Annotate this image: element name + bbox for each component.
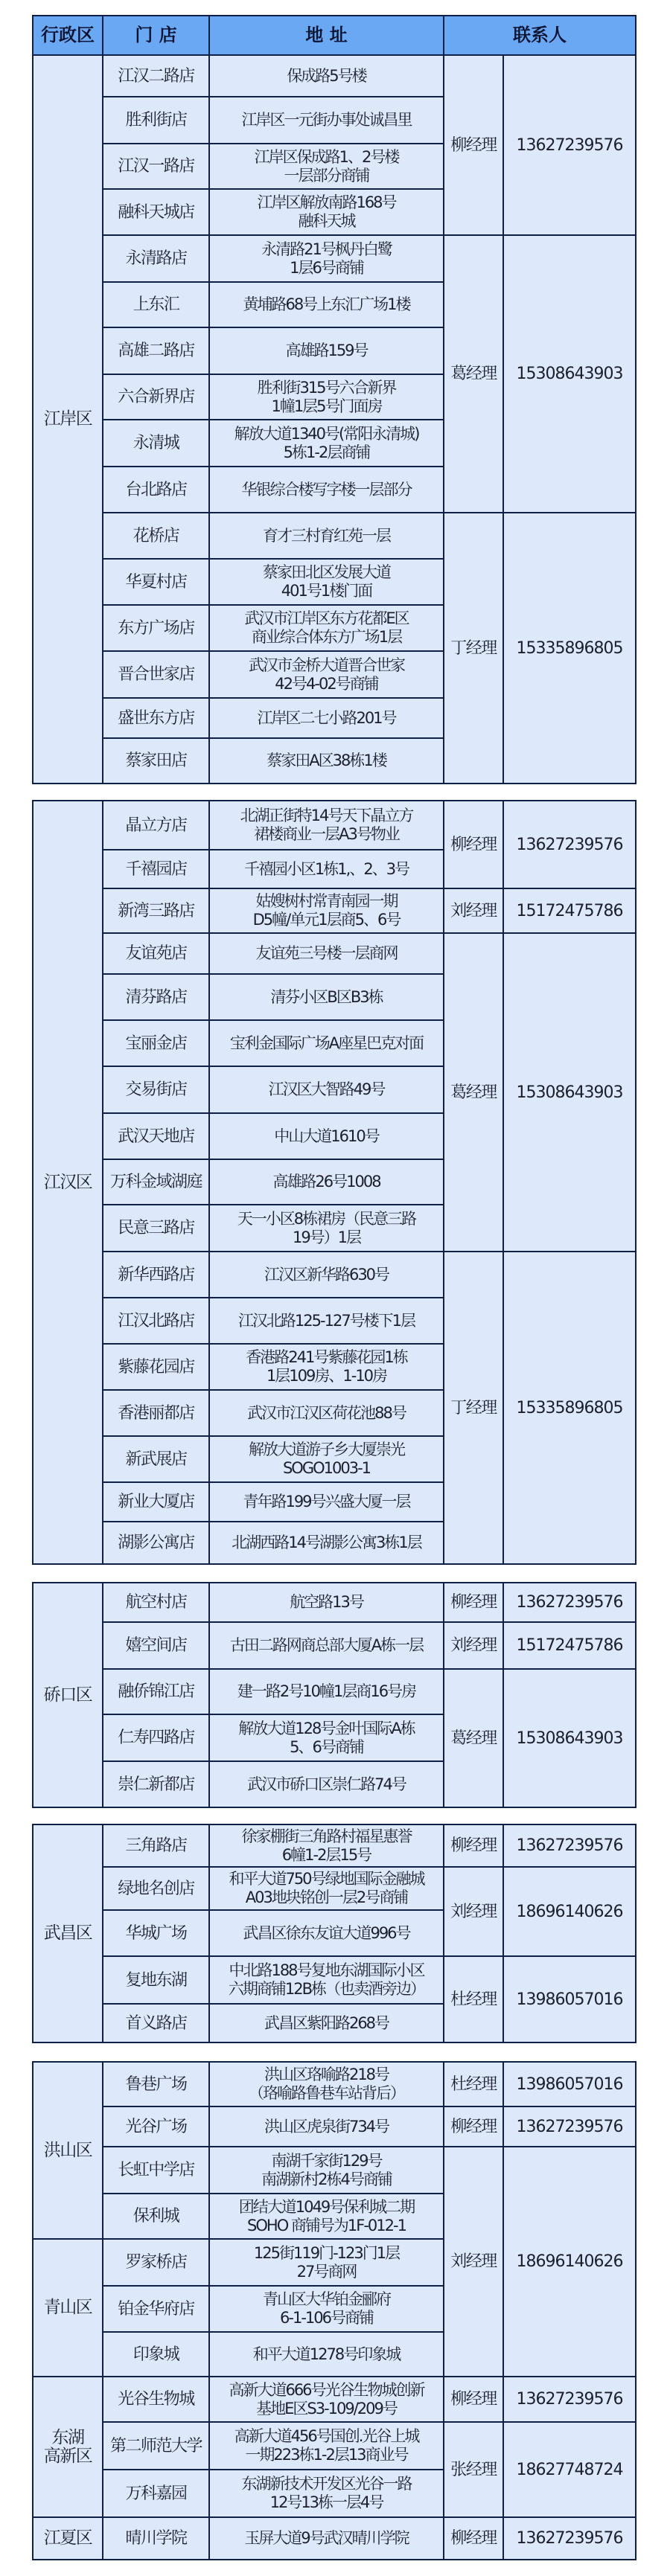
table-row — [33, 2422, 636, 2470]
contact-manager: 丁经理 — [444, 1252, 503, 1564]
address-line: 高新大道456号国创.光谷上城 — [234, 2427, 419, 2445]
address-line: 北湖西路14号湖影公寓3栋1层 — [232, 1534, 421, 1551]
address-line: 高新大道666号光谷生物城创新 — [229, 2380, 424, 2399]
store-address — [209, 189, 444, 235]
store-table — [32, 2061, 636, 2560]
contact-manager: 张经理 — [444, 2422, 503, 2517]
table-row — [33, 2062, 636, 2106]
store-name: 紫藤花园店 — [103, 1344, 209, 1390]
table-row — [33, 235, 636, 282]
contact-manager: 杜经理 — [444, 2062, 503, 2106]
store-name: 万科嘉园 — [103, 2470, 209, 2517]
address-line: 一期223栋1-2层13商业号 — [245, 2446, 408, 2464]
address-line: 六期商铺12B栋（也卖酒旁边） — [228, 1980, 425, 1998]
store-address — [209, 1522, 444, 1564]
address-line: 一层部分商铺 — [284, 166, 369, 185]
district-cell: 江汉区 — [33, 801, 103, 1564]
address-line: 江岸区解放南路168号 — [257, 193, 396, 211]
address-line: 基地E区S3-109/209号 — [256, 2399, 397, 2418]
header-store: 门 店 — [103, 16, 209, 55]
store-name: 融侨锦江店 — [103, 1669, 209, 1714]
store-address — [209, 1020, 444, 1066]
address-line: 江岸区保成路1、2号楼 — [254, 147, 399, 166]
contact-manager: 刘经理 — [444, 888, 503, 933]
store-address — [209, 1159, 444, 1205]
header-district: 行政区 — [33, 16, 103, 55]
address-line: 胜利街315号六合新界 — [257, 378, 396, 397]
contact-manager: 刘经理 — [444, 1867, 503, 1956]
contact-phone[interactable]: 13627239576 — [503, 1583, 636, 1622]
address-line: SOHO 商铺号为1F-012-1 — [247, 2216, 406, 2234]
store-address — [209, 2517, 444, 2560]
store-name: 印象城 — [103, 2332, 209, 2377]
store-name: 新业大厦店 — [103, 1482, 209, 1522]
address-line: 高雄路159号 — [285, 342, 368, 359]
contact-phone[interactable]: 13627239576 — [503, 2377, 636, 2422]
store-name: 华夏村店 — [103, 559, 209, 605]
store-name: 崇仁新都店 — [103, 1761, 209, 1807]
store-address — [209, 2239, 444, 2286]
store-name: 万科金域湖庭 — [103, 1159, 209, 1205]
store-name: 嬉空间店 — [103, 1622, 209, 1669]
contact-phone[interactable]: 13627239576 — [503, 2106, 636, 2147]
address-line: 江岸区二七小路201号 — [257, 708, 396, 727]
store-name: 蔡家田店 — [103, 738, 209, 784]
contact-phone[interactable]: 15335896805 — [503, 513, 636, 784]
store-name: 晶立方店 — [103, 801, 209, 850]
contact-phone[interactable]: 15308643903 — [503, 933, 636, 1252]
store-address — [209, 888, 444, 933]
store-name: 三角路店 — [103, 1824, 209, 1867]
contact-manager: 柳经理 — [444, 2106, 503, 2147]
address-line: 永清路21号枫丹白鹭 — [261, 240, 392, 258]
address-line: 江岸区一元街办事处诚昌里 — [241, 111, 412, 129]
store-name: 江汉一路店 — [103, 144, 209, 189]
contact-manager: 葛经理 — [444, 1669, 503, 1807]
address-line: 航空路13号 — [290, 1593, 363, 1611]
store-address — [209, 2106, 444, 2147]
store-name: 民意三路店 — [103, 1205, 209, 1252]
address-line: 武昌区紫阳路268号 — [264, 2013, 389, 2032]
store-name: 融科天城店 — [103, 189, 209, 235]
store-address — [209, 55, 444, 97]
store-name: 清芬路店 — [103, 974, 209, 1020]
store-name: 仁寿四路店 — [103, 1714, 209, 1761]
contact-phone[interactable]: 18696140626 — [503, 2147, 636, 2377]
address-line: 南湖新村2栋4号商铺 — [261, 2170, 392, 2188]
district-cell: 青山区 — [33, 2239, 103, 2377]
store-name: 复地东湖 — [103, 1956, 209, 2004]
store-address — [209, 1252, 444, 1298]
contact-manager: 葛经理 — [444, 933, 503, 1252]
store-address — [209, 2004, 444, 2042]
district-cell — [33, 2377, 103, 2517]
store-address — [209, 605, 444, 651]
table-row — [33, 55, 636, 97]
address-line: 宝利金国际广场A座星巴克对面 — [229, 1034, 424, 1052]
address-line: 青山区大华铂金郦府 — [263, 2290, 390, 2308]
store-address — [209, 850, 444, 888]
table-row — [33, 2106, 636, 2147]
store-name: 首义路店 — [103, 2004, 209, 2042]
address-line: 解放大道1340号(常阳永清城) — [234, 424, 419, 443]
store-address — [209, 1714, 444, 1761]
address-line: 401号1楼门面 — [281, 582, 372, 600]
store-name: 绿地名创店 — [103, 1867, 209, 1910]
contact-phone[interactable]: 18627748724 — [503, 2422, 636, 2517]
store-address — [209, 1298, 444, 1344]
store-name: 新武展店 — [103, 1436, 209, 1482]
store-table — [32, 15, 636, 784]
address-line: 中山大道1610号 — [274, 1127, 379, 1145]
address-line: 商业综合体东方广场1层 — [251, 628, 402, 646]
store-table — [32, 1824, 636, 2043]
store-name: 晴川学院 — [103, 2517, 209, 2560]
store-name: 盛世东方店 — [103, 698, 209, 738]
address-line: 解放大道游子乡大厦崇光 — [249, 1441, 404, 1458]
store-address — [209, 1867, 444, 1910]
store-name: 华城广场 — [103, 1910, 209, 1956]
address-line: 27号商网 — [296, 2262, 357, 2281]
store-name: 鲁巷广场 — [103, 2062, 209, 2106]
store-address — [209, 1669, 444, 1714]
store-address — [209, 1436, 444, 1482]
store-address — [209, 513, 444, 559]
store-address — [209, 1824, 444, 1867]
store-name: 东方广场店 — [103, 605, 209, 651]
store-address — [209, 1910, 444, 1956]
store-name: 交易街店 — [103, 1066, 209, 1113]
address-line: 12号13栋一层4号 — [269, 2493, 383, 2511]
table-row — [33, 1956, 636, 2004]
store-address — [209, 2147, 444, 2194]
header-contact: 联系人 — [444, 16, 636, 55]
store-address — [209, 801, 444, 850]
address-line: 清芬小区B区B3栋 — [270, 987, 383, 1006]
address-line: 19号）1层 — [292, 1228, 361, 1246]
contact-phone[interactable]: 18696140626 — [503, 1867, 636, 1956]
store-address — [209, 1205, 444, 1252]
store-address — [209, 467, 444, 513]
store-name: 铂金华府店 — [103, 2286, 209, 2332]
district-cell: 江夏区 — [33, 2517, 103, 2560]
store-name: 光谷生物城 — [103, 2377, 209, 2422]
address-line: 东湖新技术开发区光谷一路 — [241, 2475, 412, 2493]
address-line: 和平大道750号绿地国际金融城 — [229, 1870, 424, 1888]
store-name: 千禧园店 — [103, 850, 209, 888]
address-line: 青年路199号兴盛大厦一层 — [243, 1493, 410, 1510]
address-line: 蔡家田北区发展大道 — [263, 563, 390, 581]
store-address — [209, 235, 444, 282]
contact-manager: 刘经理 — [444, 1622, 503, 1669]
store-address — [209, 282, 444, 327]
store-address — [209, 2062, 444, 2106]
store-address — [209, 1761, 444, 1807]
store-address — [209, 1390, 444, 1436]
address-line: 北湖正街特14号天下晶立方 — [240, 807, 413, 824]
store-address — [209, 374, 444, 420]
store-name: 友谊苑店 — [103, 933, 209, 974]
store-name: 新华西路店 — [103, 1252, 209, 1298]
address-line: 洪山区珞喻路218号 — [264, 2066, 389, 2083]
address-line: D5幢/单元1层商5、6号 — [252, 911, 401, 929]
address-line: 1层109房、1-10房 — [266, 1367, 387, 1385]
address-line: 解放大道128号金叶国际A栋 — [238, 1719, 415, 1737]
store-address — [209, 2470, 444, 2517]
store-name: 永清城 — [103, 420, 209, 467]
address-line: 5、6号商铺 — [290, 1737, 363, 1756]
contact-manager: 柳经理 — [444, 1583, 503, 1622]
store-address — [209, 2332, 444, 2377]
address-line: 42号4-02号商铺 — [275, 674, 378, 693]
table-row — [33, 513, 636, 559]
address-line: 武昌区徐东友谊大道996号 — [243, 1923, 410, 1942]
address-line: 1层6号商铺 — [290, 258, 363, 277]
district-label-line: 东湖 — [51, 2427, 84, 2447]
store-name: 江汉北路店 — [103, 1298, 209, 1344]
address-line: 6幢1-2层15号 — [281, 1845, 371, 1864]
address-line: 华银综合楼写字楼一层部分 — [241, 480, 412, 499]
address-line: 融科天城 — [298, 212, 355, 230]
store-address — [209, 97, 444, 144]
store-address — [209, 698, 444, 738]
address-line: 徐家棚街三角路村福星惠誉 — [241, 1827, 412, 1845]
contact-phone[interactable]: 13627239576 — [503, 2517, 636, 2560]
address-line: 125街119门-123门1层 — [253, 2243, 400, 2262]
store-address — [209, 144, 444, 189]
store-name: 六合新界店 — [103, 374, 209, 420]
address-line: 江汉区大智路49号 — [268, 1080, 385, 1098]
address-line: 洪山区虎泉街734号 — [264, 2117, 389, 2136]
contact-manager: 丁经理 — [444, 513, 503, 784]
contact-phone[interactable]: 15172475786 — [503, 1622, 636, 1669]
address-line: 建一路2号10幢1层商16号房 — [237, 1682, 416, 1700]
contact-manager: 葛经理 — [444, 235, 503, 513]
store-address — [209, 2194, 444, 2239]
address-line: A03地块铭创一层2号商铺 — [245, 1888, 408, 1906]
store-name: 香港丽都店 — [103, 1390, 209, 1436]
table-row — [33, 2517, 636, 2560]
address-line: 6-1-106号商铺 — [280, 2309, 373, 2327]
contact-phone[interactable]: 15172475786 — [503, 888, 636, 933]
header-row — [33, 16, 636, 55]
store-name: 罗家桥店 — [103, 2239, 209, 2286]
store-name: 光谷广场 — [103, 2106, 209, 2147]
store-address — [209, 420, 444, 467]
store-table — [32, 1582, 636, 1808]
store-address — [209, 738, 444, 784]
store-address — [209, 2422, 444, 2470]
address-line: 江汉区新华路630号 — [264, 1265, 389, 1284]
store-name: 上东汇 — [103, 282, 209, 327]
contact-manager: 柳经理 — [444, 2517, 503, 2560]
address-line: 江汉北路125-127号楼下1层 — [237, 1311, 415, 1330]
store-address — [209, 974, 444, 1020]
address-line: 蔡家田A区38栋1楼 — [267, 752, 386, 769]
contact-manager: 柳经理 — [444, 1824, 503, 1867]
address-line: 5栋1-2层商铺 — [283, 443, 370, 461]
store-name: 台北路店 — [103, 467, 209, 513]
table-row — [33, 888, 636, 933]
table-row — [33, 2377, 636, 2422]
store-name: 宝丽金店 — [103, 1020, 209, 1066]
address-line: 裙楼商业一层A3号物业 — [254, 825, 399, 843]
store-address — [209, 1583, 444, 1622]
store-table — [32, 800, 636, 1565]
store-address — [209, 651, 444, 698]
address-line: 武汉市江岸区东方花都E区 — [244, 609, 409, 627]
store-name: 胜利街店 — [103, 97, 209, 144]
address-line: 1幢1层5号门面房 — [271, 397, 382, 415]
address-line: （珞喻路鲁巷车站背后） — [249, 2084, 404, 2102]
contact-phone[interactable]: 13986057016 — [503, 1956, 636, 2042]
address-line: 和平大道1278号印象城 — [252, 2345, 401, 2363]
table-row — [33, 1867, 636, 1910]
store-address — [209, 2377, 444, 2422]
store-address — [209, 1344, 444, 1390]
district-cell: 江岸区 — [33, 55, 103, 784]
district-cell: 洪山区 — [33, 2062, 103, 2239]
contact-phone[interactable]: 13627239576 — [503, 801, 636, 888]
table-row — [33, 933, 636, 974]
store-name: 花桥店 — [103, 513, 209, 559]
address-line: 友谊苑三号楼一层商网 — [255, 944, 398, 962]
contact-manager: 刘经理 — [444, 2147, 503, 2377]
district-cell: 武昌区 — [33, 1824, 103, 2042]
district-label-line: 高新区 — [43, 2446, 92, 2466]
district-cell: 硚口区 — [33, 1583, 103, 1807]
address-line: 中北路188号复地东湖国际小区 — [229, 1961, 424, 1979]
store-name: 高雄二路店 — [103, 327, 209, 374]
table-row — [33, 801, 636, 850]
address-line: 武汉市江汉区荷花池88号 — [247, 1403, 406, 1422]
store-address — [209, 1113, 444, 1159]
table-row — [33, 1669, 636, 1714]
store-name: 第二师范大学 — [103, 2422, 209, 2470]
address-line: 千禧园小区1栋1,、2、3号 — [243, 859, 409, 878]
table-row — [33, 1622, 636, 1669]
table-row — [33, 1824, 636, 1867]
address-line: 香港路241号紫藤花园1栋 — [246, 1348, 407, 1366]
address-line: 黄埔路68号上东汇广场1楼 — [243, 295, 410, 313]
address-line: 高雄路26号1008 — [272, 1173, 380, 1191]
store-name: 新湾三路店 — [103, 888, 209, 933]
store-address — [209, 1956, 444, 2004]
table-row — [33, 1583, 636, 1622]
address-line: 武汉市硚口区崇仁路74号 — [247, 1775, 406, 1793]
contact-manager: 柳经理 — [444, 55, 503, 235]
store-name: 武汉天地店 — [103, 1113, 209, 1159]
store-name: 湖影公寓店 — [103, 1522, 209, 1564]
store-address — [209, 2286, 444, 2332]
address-line: 古田二路网商总部大厦A栋一层 — [229, 1636, 424, 1654]
header-address: 地 址 — [209, 16, 444, 55]
address-line: 保成路5号楼 — [287, 66, 366, 85]
address-line: 育才三村育红苑一层 — [263, 526, 390, 545]
contact-phone[interactable]: 13627239576 — [503, 1824, 636, 1867]
store-address — [209, 933, 444, 974]
store-address — [209, 1066, 444, 1113]
store-address — [209, 1482, 444, 1522]
store-address — [209, 327, 444, 374]
table-row — [33, 2147, 636, 2194]
store-name: 长虹中学店 — [103, 2147, 209, 2194]
store-address — [209, 1622, 444, 1669]
store-name: 航空村店 — [103, 1583, 209, 1622]
address-line: 武汉市金桥大道晋合世家 — [249, 656, 404, 674]
address-line: 团结大道1049号保利城二期 — [238, 2197, 415, 2216]
address-line: 南湖千家街129号 — [271, 2151, 382, 2170]
address-line: 姑嫂树村常青南园一期 — [255, 892, 398, 910]
address-line: 天一小区8栋裙房（民意三路 — [237, 1209, 416, 1228]
store-name: 江汉二路店 — [103, 55, 209, 97]
store-name: 永清路店 — [103, 235, 209, 282]
contact-manager: 柳经理 — [444, 2377, 503, 2422]
address-line: SOGO1003-1 — [282, 1459, 371, 1477]
table-row — [33, 1252, 636, 1298]
store-address — [209, 559, 444, 605]
store-name: 保利城 — [103, 2194, 209, 2239]
store-name: 晋合世家店 — [103, 651, 209, 698]
contact-phone[interactable]: 13627239576 — [503, 55, 636, 235]
contact-phone[interactable]: 15308643903 — [503, 235, 636, 513]
contact-phone[interactable]: 13986057016 — [503, 2062, 636, 2106]
contact-phone[interactable]: 15335896805 — [503, 1252, 636, 1564]
contact-manager: 柳经理 — [444, 801, 503, 888]
address-line: 玉屏大道9号武汉晴川学院 — [244, 2529, 409, 2547]
contact-manager: 杜经理 — [444, 1956, 503, 2042]
contact-phone[interactable]: 15308643903 — [503, 1669, 636, 1807]
